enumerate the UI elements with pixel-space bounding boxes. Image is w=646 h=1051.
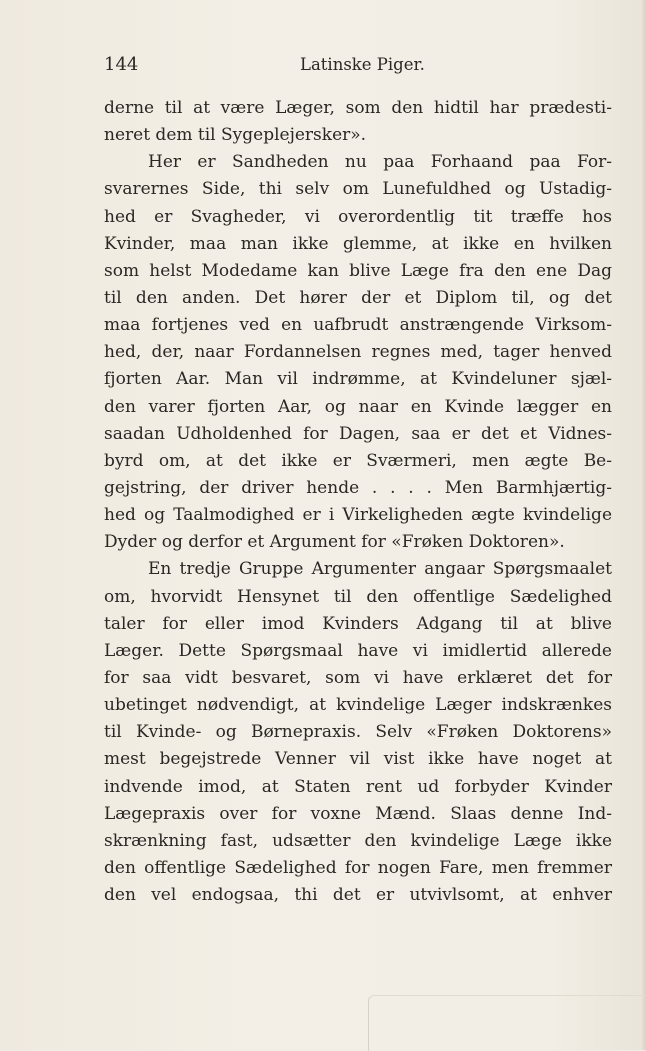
text-line: skrænkning fast, udsætter den kvindelige Læge ikke	[104, 830, 612, 851]
text-line: svarernes Side, thi selv om Lunefuldhed og Ustadig-	[104, 179, 612, 200]
text-line: saadan Udholdenhed for Dagen, saa er det et Vidnes-	[104, 423, 612, 444]
text-line: gejstring, der driver hende . . . . Men Barmhjærtig-	[104, 477, 612, 498]
text-line: fjorten Aar. Man vil indrømme, at Kvindeluner sjæl-	[104, 369, 612, 390]
text-line: for saa vidt besvaret, som vi have erklæret det for	[104, 667, 612, 688]
text-line: byrd om, at det ikke er Sværmeri, men ægte Be-	[104, 450, 612, 471]
text-line: ubetinget nødvendigt, at kvindelige Læger indskrænkes	[104, 695, 612, 716]
body-text	[104, 95, 612, 909]
text-line: derne til at være Læger, som den hidtil har prædesti-	[104, 98, 612, 118]
text-line: neret dem til Sygeplejersker».	[104, 125, 367, 146]
text-line: En tredje Gruppe Argumenter angaar Spørgsmaalet	[148, 559, 612, 580]
text-line: den varer fjorten Aar, og naar en Kvinde lægger en	[104, 396, 612, 417]
text-line: mest begejstrede Venner vil vist ikke have noget at	[104, 749, 612, 770]
text-line: taler for eller imod Kvinders Adgang til at blive	[104, 613, 612, 634]
text-line: Lægepraxis over for voxne Mænd. Slaas denne Ind-	[104, 803, 612, 824]
running-head	[104, 50, 612, 80]
running-title: Latinske Piger.	[300, 55, 425, 74]
text-line: indvende imod, at Staten rent ud forbyder Kvinder	[104, 776, 612, 797]
text-line: Dyder og derfor et Argument for «Frøken Doktoren».	[104, 532, 565, 553]
text-line: til den anden. Det hører der et Diplom til, og det	[104, 287, 612, 308]
text-line: Læger. Dette Spørgsmaal have vi imidlertid allerede	[104, 640, 612, 661]
text-line: som helst Modedame kan blive Læge fra den ene Dag	[104, 260, 612, 281]
text-line: hed, der, naar Fordannelsen regnes med, tager henved	[104, 342, 612, 363]
page-corner-mark	[368, 995, 646, 1051]
text-line: maa fortjenes ved en uafbrudt anstrængende Virksom-	[104, 315, 612, 336]
text-line: hed og Taalmodighed er i Virkeligheden ægte kvindelige	[104, 505, 612, 526]
text-line: hed er Svagheder, vi overordentlig tit træffe hos	[104, 206, 612, 227]
text-line: Kvinder, maa man ikke glemme, at ikke en hvilken	[104, 233, 612, 254]
text-line: den vel endogsaa, thi det er utvivlsomt, at enhver	[104, 885, 612, 906]
text-line: den offentlige Sædelighed for nogen Fare, men fremmer	[104, 857, 612, 878]
page-number: 144	[104, 54, 139, 75]
page-edge	[642, 0, 646, 1050]
text-line: om, hvorvidt Hensynet til den offentlige Sædelighed	[104, 586, 612, 607]
text-line: Her er Sandheden nu paa Forhaand paa For-	[148, 152, 612, 173]
text-line: til Kvinde- og Børnepraxis. Selv «Frøken Doktorens»	[104, 722, 612, 743]
